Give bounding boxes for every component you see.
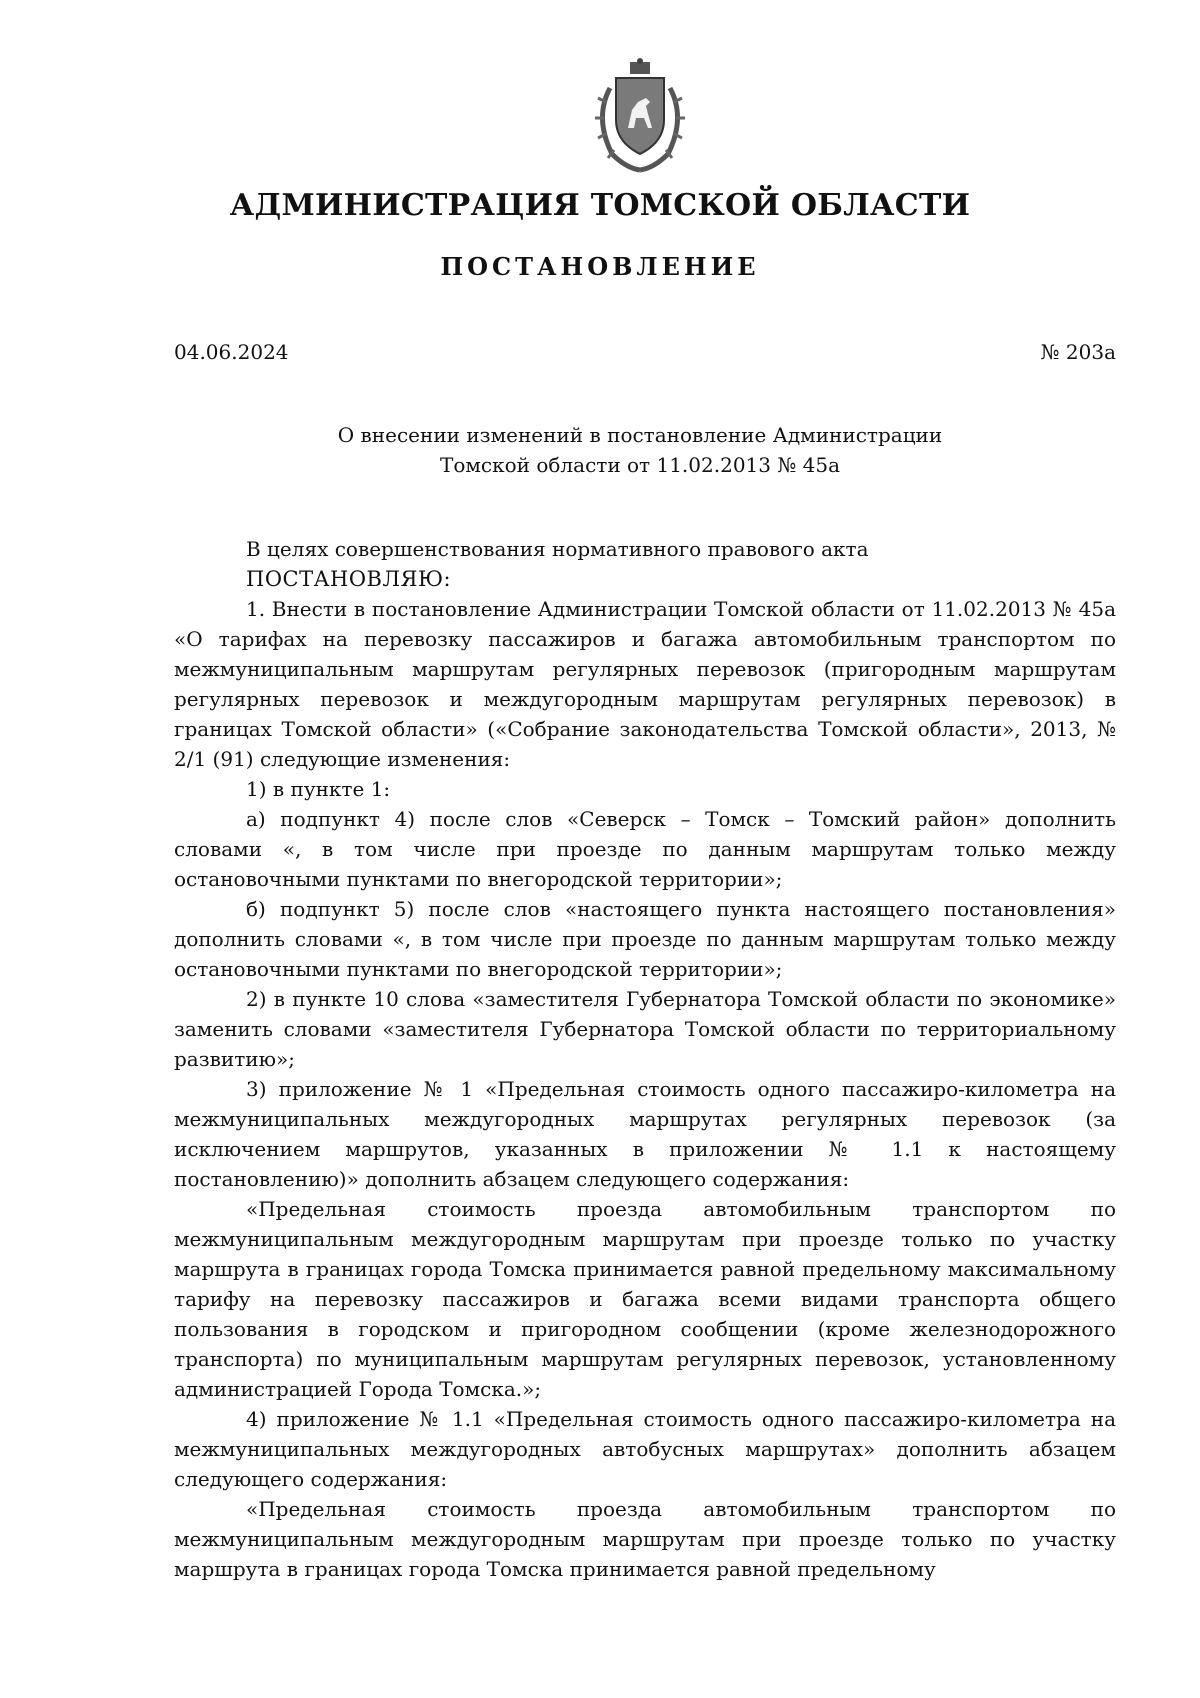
decree-word: ПОСТАНОВЛЯЮ: [246,567,452,591]
paragraph: «Предельная стоимость проезда автомобильным транспортом по межмуниципальным междугородным маршрутам при проезде только по участку маршрута в границах города Томска принимается равной предельному [174,1497,1116,1581]
paragraph: а) подпункт 4) после слов «Северск – Томск – Томский район» дополнить словами «, в том числе при проезде по данным маршрутам только между остановочными пунктами по внегородской территории»; [174,807,1116,891]
document-date: 04.06.2024 [174,340,289,364]
coat-of-arms-icon [580,58,700,178]
document-title [250,420,1030,480]
title-line-1: О внесении изменений в постановление Администрации [337,423,943,447]
preamble: В целях совершенствования нормативного правового акта [246,537,869,561]
title-line-2: Томской области от 11.02.2013 № 45а [439,453,841,477]
paragraph: б) подпункт 5) после слов «настоящего пункта настоящего постановления» дополнить словами «, в том числе при проезде по данным маршрутам только между остановочными пунктами по внегородской территории»; [174,897,1116,981]
document-number: № 203а [1040,340,1116,364]
paragraph: 2) в пункте 10 слова «заместителя Губернатора Томской области по экономике» заменить словами «заместителя Губернатора Томской области по территориальному развитию»; [174,987,1116,1071]
organization-heading: АДМИНИСТРАЦИЯ ТОМСКОЙ ОБЛАСТИ [229,188,971,223]
document-body [174,534,1116,1584]
paragraph: 1. Внести в постановление Администрации Томской области от 11.02.2013 № 45а «О тарифах на перевозку пассажиров и багажа автомобильным транспортом по межмуниципальным маршрутам регулярных перевозок (пригородным маршрутам регулярных перевозок и междугородным маршрутам регулярных перевозок) в границах Томской области» («Собрание законодательства Томской области», 2013, № 2/1 (91) следующие изменения: [174,597,1116,771]
paragraph: 3) приложение № 1 «Предельная стоимость одного пассажиро-километра на межмуниципальных междугородных маршрутах регулярных перевозок (за исключением маршрутов, указанных в приложении № 1.1 к настоящему постановлению)» дополнить абзацем следующего содержания: [174,1077,1116,1191]
paragraph: 1) в пункте 1: [246,777,391,801]
document-type-heading: ПОСТАНОВЛЕНИЕ [440,252,760,281]
paragraph: «Предельная стоимость проезда автомобильным транспортом по межмуниципальным междугородным маршрутам при проезде только по участку маршрута в границах города Томска принимается равной предельному максимальному тарифу на перевозку пассажиров и багажа всеми видами транспорта общего пользования в городском и пригородном сообщении (кроме железнодорожного транспорта) по муниципальным маршрутам регулярных перевозок, установленному администрацией Города Томска.»; [174,1197,1116,1401]
paragraph: 4) приложение № 1.1 «Предельная стоимость одного пассажиро-километра на межмуниципальных междугородных автобусных маршрутах» дополнить абзацем следующего содержания: [174,1407,1116,1491]
